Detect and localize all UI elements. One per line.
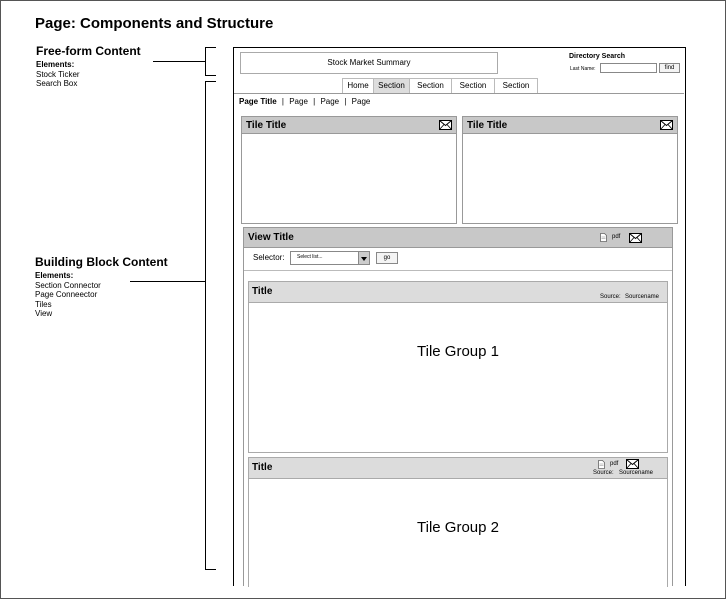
source-label: Source: (600, 294, 621, 300)
building-annotation (35, 255, 168, 319)
freeform-annotation (36, 44, 141, 89)
breadcrumb-page[interactable]: Page (351, 97, 371, 106)
tile-title: Tile Title (246, 120, 287, 131)
tile-group-header (249, 458, 667, 479)
tile-group-title: Title (252, 286, 273, 297)
freeform-bracket (205, 47, 206, 75)
building-leader-line (130, 281, 205, 282)
breadcrumb-page-title[interactable]: Page Title (239, 97, 277, 106)
tile-header (463, 117, 677, 134)
nav-tab-section[interactable]: Section (451, 78, 495, 94)
select-list[interactable] (290, 251, 370, 265)
building-item: Page Conneector (35, 290, 98, 299)
nav-tab-section[interactable]: Section (494, 78, 538, 94)
nav-tab-home[interactable]: Home (342, 78, 374, 94)
tile (241, 116, 457, 224)
building-item: View (35, 309, 53, 318)
breadcrumb-page[interactable]: Page (320, 97, 340, 106)
tile (462, 116, 678, 224)
view (243, 227, 673, 586)
freeform-item: Stock Ticker (36, 69, 80, 79)
tile-header (242, 117, 456, 134)
source-label: Source: (593, 470, 614, 476)
building-item: Section Connector (35, 280, 101, 290)
nav-tab-section[interactable]: Section (373, 78, 410, 94)
breadcrumb-separator: | (344, 97, 347, 106)
email-icon[interactable] (626, 459, 639, 469)
stock-ticker[interactable] (240, 52, 498, 74)
freeform-bracket-top (205, 47, 216, 48)
building-title: Building Block Content (35, 255, 168, 269)
pdf-label: pdf (612, 234, 621, 240)
last-name-input[interactable] (600, 63, 657, 73)
breadcrumb-separator: | (281, 97, 284, 106)
tile-group-header (249, 282, 667, 303)
chevron-down-icon (359, 253, 369, 265)
freeform-item: Search Box (36, 79, 78, 88)
go-button[interactable]: go (376, 252, 398, 264)
selector-divider (244, 270, 672, 271)
last-name-label: Last Name: (570, 66, 596, 72)
source-name: Sourcename (619, 470, 654, 476)
tile-title: Tile Title (467, 120, 508, 131)
view-header (244, 228, 672, 248)
directory-search-title: Directory Search (569, 53, 626, 60)
view-title: View Title (248, 232, 294, 243)
breadcrumb-page[interactable]: Page (289, 97, 308, 106)
breadcrumb (239, 97, 370, 106)
tile-group-body: Tile Group 2 (417, 519, 499, 536)
email-icon[interactable] (439, 120, 452, 130)
nav-divider (234, 93, 684, 94)
email-icon[interactable] (660, 120, 673, 130)
email-icon[interactable] (629, 233, 642, 243)
tile-group (248, 457, 668, 587)
pdf-icon[interactable] (598, 460, 605, 469)
building-bracket-top (205, 81, 216, 82)
pdf-label: pdf (610, 461, 619, 467)
building-bracket-bottom (205, 569, 216, 570)
breadcrumb-separator: | (313, 97, 316, 106)
select-list-value: Select list... (297, 254, 323, 260)
building-elements-label: Elements: (35, 271, 74, 280)
tile-group (248, 281, 668, 453)
freeform-bracket-bottom (205, 75, 216, 76)
building-item: Tiles (35, 299, 52, 309)
pdf-icon[interactable] (600, 233, 607, 242)
page-heading: Page: Components and Structure (35, 15, 274, 32)
freeform-leader-line (153, 61, 205, 62)
building-bracket (205, 81, 206, 569)
freeform-elements-label: Elements: (36, 60, 75, 69)
selector-label: Selector: (253, 253, 285, 262)
tile-group-title: Title (252, 462, 273, 473)
source-name: Sourcename (625, 294, 660, 300)
stock-ticker-label: Stock Market Summary (327, 58, 411, 67)
find-button[interactable]: find (659, 63, 680, 73)
freeform-title: Free-form Content (36, 44, 141, 58)
nav-tab-section[interactable]: Section (409, 78, 452, 94)
select-arrow[interactable] (358, 252, 369, 264)
tile-group-body: Tile Group 1 (417, 343, 499, 360)
